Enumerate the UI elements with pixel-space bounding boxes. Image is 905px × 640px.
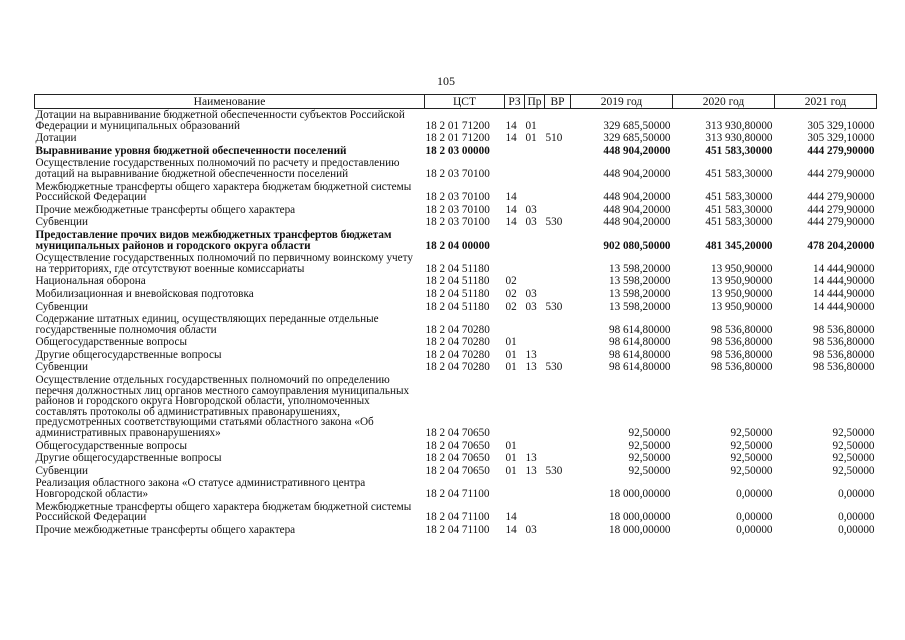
- cell-2019: 448 904,20000: [603, 216, 671, 229]
- table-row: [35, 301, 877, 314]
- table-row: [35, 452, 877, 465]
- cell-rz: 14: [505, 523, 517, 536]
- header-pr: Пр: [525, 95, 545, 109]
- cell-2019: 329 685,50000: [603, 132, 671, 145]
- cell-vr: [545, 313, 571, 336]
- table-row: [35, 501, 877, 524]
- cell-2020: 98 536,80000: [710, 336, 773, 349]
- header-2020: 2020 год: [673, 95, 775, 109]
- table-row: [35, 524, 877, 537]
- cell-pr: [525, 145, 545, 158]
- cell-rz: [505, 145, 525, 158]
- cell-2021: 478 204,20000: [807, 239, 875, 252]
- cell-2019: 92,50000: [628, 452, 671, 465]
- cell-vr: [545, 524, 571, 537]
- header-2021: 2021 год: [775, 95, 877, 109]
- cell-pr: 03: [525, 287, 537, 300]
- cell-2021: 14 444,90000: [812, 287, 875, 300]
- table-row: [35, 275, 877, 288]
- cell-2019: 448 904,20000: [603, 167, 671, 180]
- cell-cst: 18 2 03 70100: [425, 203, 490, 216]
- cell-2020: 451 583,30000: [705, 216, 773, 229]
- cell-rz: [505, 477, 525, 500]
- cell-pr: [525, 157, 545, 180]
- cell-vr: [545, 349, 571, 362]
- header-vr: ВР: [545, 95, 571, 109]
- cell-2020: 313 930,80000: [705, 132, 773, 145]
- cell-vr: [545, 275, 571, 288]
- cell-2019: 13 598,20000: [608, 300, 671, 313]
- cell-2019: 98 614,80000: [608, 348, 671, 361]
- cell-2019: 18 000,00000: [608, 511, 671, 524]
- cell-2021: 444 279,90000: [807, 167, 875, 180]
- cell-2021: 92,50000: [832, 427, 875, 440]
- table-row: [35, 288, 877, 301]
- cell-name: Осуществление государственных полномочий по расчету и предоставлению дотаций на выравнивание бюджетной обеспеченности поселений: [35, 157, 400, 180]
- cell-pr: 03: [525, 203, 537, 216]
- cell-name: Содержание штатных единиц, осуществляющих переданные отдельные государственные полномочия области: [35, 313, 379, 336]
- header-rz: РЗ: [505, 95, 525, 109]
- cell-cst: 18 2 04 71100: [425, 488, 490, 500]
- cell-name: Субвенции: [35, 361, 88, 374]
- cell-pr: 13: [525, 464, 537, 477]
- cell-vr: [545, 252, 571, 275]
- cell-pr: [525, 440, 545, 453]
- table-row: [35, 465, 877, 478]
- cell-cst: 18 2 01 71200: [425, 132, 490, 145]
- table-row: [35, 361, 877, 374]
- cell-name: Дотации на выравнивание бюджетной обеспеченности субъектов Российской Федерации и муниципальных образований: [35, 109, 405, 132]
- cell-2019: 98 614,80000: [608, 323, 671, 336]
- cell-2019: 92,50000: [628, 464, 671, 477]
- cell-2020: 451 583,30000: [705, 191, 773, 204]
- cell-pr: 03: [525, 216, 537, 229]
- table-header-row: [35, 95, 877, 109]
- cell-name: Общегосударственные вопросы: [35, 439, 188, 452]
- cell-cst: 18 2 03 70100: [425, 216, 490, 229]
- cell-cst: 18 2 04 70650: [425, 427, 490, 440]
- cell-rz: 02: [505, 275, 517, 288]
- cell-cst: 18 2 04 70280: [425, 361, 490, 374]
- cell-2020: 92,50000: [730, 427, 773, 440]
- cell-2021: 92,50000: [832, 464, 875, 477]
- cell-rz: 01: [505, 439, 517, 452]
- cell-2020: 92,50000: [730, 464, 773, 477]
- cell-2021: 98 536,80000: [812, 348, 875, 361]
- table-row: [35, 252, 877, 275]
- table-row: [35, 374, 877, 440]
- cell-cst: 18 2 04 51180: [425, 262, 490, 275]
- header-name: Наименование: [35, 95, 425, 109]
- cell-cst: 18 2 04 70650: [425, 464, 490, 477]
- cell-vr: [545, 440, 571, 453]
- table-row: [35, 132, 877, 145]
- cell-rz: 14: [505, 132, 517, 145]
- table-row: [35, 109, 877, 133]
- cell-rz: [505, 374, 525, 440]
- cell-pr: 13: [525, 452, 537, 465]
- cell-name: Осуществление государственных полномочий по первичному воинскому учету на территориях, где отсутствуют военные комиссариаты: [35, 252, 413, 275]
- cell-name: Мобилизационная и вневойсковая подготовка: [35, 287, 254, 300]
- cell-pr: 01: [525, 119, 537, 132]
- cell-2021: 92,50000: [832, 452, 875, 465]
- cell-vr: [545, 477, 571, 500]
- cell-2021: 14 444,90000: [812, 262, 875, 275]
- cell-rz: 14: [505, 119, 517, 132]
- table-row: [35, 349, 877, 362]
- cell-2021: 0,00000: [838, 523, 875, 536]
- cell-2021: 98 536,80000: [812, 336, 875, 349]
- cell-vr: 530: [545, 464, 563, 477]
- cell-pr: [525, 374, 545, 440]
- cell-name: Субвенции: [35, 464, 88, 477]
- cell-name: Другие общегосударственные вопросы: [35, 348, 222, 361]
- cell-name: Прочие межбюджетные трансферты общего характера: [35, 523, 296, 536]
- cell-cst: 18 2 01 71200: [425, 119, 490, 132]
- cell-rz: [505, 229, 525, 252]
- cell-cst: 18 2 04 00000: [425, 239, 490, 252]
- cell-2020: 481 345,20000: [705, 239, 773, 252]
- cell-name: Национальная оборона: [35, 275, 146, 288]
- cell-2019: 18 000,00000: [608, 523, 671, 536]
- cell-name: Субвенции: [35, 216, 88, 229]
- cell-vr: [545, 109, 571, 133]
- cell-2019: 13 598,20000: [608, 275, 671, 288]
- cell-2019: 448 904,20000: [603, 144, 671, 157]
- table-body: [35, 109, 877, 537]
- cell-cst: 18 2 04 71100: [425, 523, 490, 536]
- cell-2020: 313 930,80000: [705, 119, 773, 132]
- cell-pr: [525, 181, 545, 204]
- cell-rz: [505, 157, 525, 180]
- cell-rz: 01: [505, 452, 517, 465]
- cell-2019: 902 080,50000: [603, 239, 671, 252]
- cell-pr: 03: [525, 523, 537, 536]
- cell-2020: 13 950,90000: [710, 262, 773, 275]
- cell-pr: [525, 336, 545, 349]
- cell-2021: 444 279,90000: [807, 203, 875, 216]
- cell-name: Предоставление прочих видов межбюджетных трансфертов бюджетам муниципальных районов и городского округа области: [35, 228, 392, 252]
- page-number: 105: [437, 74, 455, 88]
- table-row: [35, 204, 877, 217]
- cell-2021: 0,00000: [838, 511, 875, 524]
- cell-cst: 18 2 04 51180: [425, 300, 490, 313]
- cell-cst: 18 2 04 51180: [425, 275, 490, 288]
- cell-2020: 451 583,30000: [705, 167, 773, 180]
- cell-2020: 13 950,90000: [710, 300, 773, 313]
- cell-2021: 305 329,10000: [807, 132, 875, 145]
- cell-2020: 451 583,30000: [705, 144, 773, 157]
- cell-2021: 444 279,90000: [807, 191, 875, 204]
- cell-2019: 98 614,80000: [608, 336, 671, 349]
- cell-cst: 18 2 04 70280: [425, 323, 490, 336]
- cell-2020: 92,50000: [730, 452, 773, 465]
- cell-pr: [525, 477, 545, 500]
- cell-cst: 18 2 04 70650: [425, 452, 490, 465]
- budget-table: [34, 94, 877, 536]
- table-row: [35, 313, 877, 336]
- cell-2021: 0,00000: [838, 488, 875, 500]
- cell-cst: 18 2 04 51180: [425, 287, 490, 300]
- cell-pr: 03: [525, 300, 537, 313]
- cell-vr: [545, 501, 571, 524]
- cell-rz: 01: [505, 348, 517, 361]
- cell-2020: 98 536,80000: [710, 361, 773, 374]
- cell-vr: [545, 229, 571, 252]
- cell-2020: 98 536,80000: [710, 323, 773, 336]
- cell-pr: 13: [525, 348, 537, 361]
- cell-name: Субвенции: [35, 300, 88, 313]
- cell-name: Осуществление отдельных государственных полномочий по определению перечня должностных лиц органов местного самоуправления муниципальных районов и городского округа Новгородской области, уполномоченных составлять протоколы об административных правонарушениях, предусмотренных соответствующими статьями областного закона «Об административных правонарушениях»: [35, 374, 410, 440]
- cell-cst: 18 2 03 70100: [425, 167, 490, 180]
- cell-2020: 0,00000: [736, 488, 773, 500]
- cell-cst: 18 2 04 71100: [425, 511, 490, 524]
- cell-pr: 01: [525, 132, 537, 145]
- cell-2020: 0,00000: [736, 511, 773, 524]
- table-row: [35, 229, 877, 252]
- cell-cst: 18 2 03 00000: [425, 144, 490, 157]
- cell-2020: 92,50000: [730, 439, 773, 452]
- cell-2021: 92,50000: [832, 439, 875, 452]
- table-row: [35, 336, 877, 349]
- cell-2019: 92,50000: [628, 439, 671, 452]
- cell-pr: 13: [525, 361, 537, 374]
- table-row: [35, 440, 877, 453]
- table-row: [35, 181, 877, 204]
- cell-vr: 510: [545, 132, 563, 145]
- cell-2019: 13 598,20000: [608, 287, 671, 300]
- cell-cst: 18 2 04 70280: [425, 336, 490, 349]
- cell-2020: 13 950,90000: [710, 275, 773, 288]
- cell-pr: [525, 229, 545, 252]
- cell-2020: 451 583,30000: [705, 203, 773, 216]
- cell-pr: [525, 501, 545, 524]
- table-row: [35, 145, 877, 158]
- cell-name: Реализация областного закона «О статусе административного центра Новгородской области»: [35, 477, 366, 500]
- cell-pr: [525, 252, 545, 275]
- cell-2021: 14 444,90000: [812, 300, 875, 313]
- cell-vr: 530: [545, 216, 563, 229]
- cell-name: Общегосударственные вопросы: [35, 336, 188, 349]
- cell-rz: 14: [505, 216, 517, 229]
- cell-vr: [545, 204, 571, 217]
- cell-vr: 530: [545, 361, 563, 374]
- cell-rz: 14: [505, 191, 517, 204]
- cell-vr: [545, 181, 571, 204]
- cell-2021: 444 279,90000: [807, 144, 875, 157]
- cell-vr: [545, 452, 571, 465]
- table-row: [35, 216, 877, 229]
- cell-2019: 98 614,80000: [608, 361, 671, 374]
- cell-2020: 13 950,90000: [710, 287, 773, 300]
- cell-name: Дотации: [35, 132, 77, 145]
- cell-rz: 01: [505, 361, 517, 374]
- cell-cst: 18 2 04 70650: [425, 439, 490, 452]
- cell-2020: 98 536,80000: [710, 348, 773, 361]
- cell-name: Межбюджетные трансферты общего характера бюджетам бюджетной системы Российской Федерации: [35, 500, 412, 524]
- cell-vr: [545, 374, 571, 440]
- cell-name: Прочие межбюджетные трансферты общего характера: [35, 203, 296, 216]
- cell-rz: 14: [505, 511, 517, 524]
- cell-vr: [545, 288, 571, 301]
- cell-2019: 448 904,20000: [603, 191, 671, 204]
- table-row: [35, 157, 877, 180]
- cell-name: Другие общегосударственные вопросы: [35, 452, 222, 465]
- cell-2021: 98 536,80000: [812, 361, 875, 374]
- cell-vr: [545, 157, 571, 180]
- cell-rz: 02: [505, 287, 517, 300]
- cell-vr: [545, 145, 571, 158]
- cell-pr: [525, 275, 545, 288]
- cell-2019: 329 685,50000: [603, 119, 671, 132]
- cell-rz: 14: [505, 203, 517, 216]
- cell-cst: 18 2 04 70280: [425, 348, 490, 361]
- cell-name: Межбюджетные трансферты общего характера бюджетам бюджетной системы Российской Федерации: [35, 180, 412, 204]
- cell-rz: 02: [505, 300, 517, 313]
- table-row: [35, 477, 877, 500]
- header-cst: ЦСТ: [425, 95, 505, 109]
- cell-2020: 0,00000: [736, 523, 773, 536]
- cell-2021: 444 279,90000: [807, 216, 875, 229]
- cell-pr: [525, 313, 545, 336]
- cell-rz: [505, 313, 525, 336]
- cell-rz: [505, 252, 525, 275]
- cell-2019: 448 904,20000: [603, 203, 671, 216]
- cell-2019: 13 598,20000: [608, 262, 671, 275]
- cell-vr: [545, 336, 571, 349]
- header-2019: 2019 год: [571, 95, 673, 109]
- cell-2021: 98 536,80000: [812, 323, 875, 336]
- cell-2021: 14 444,90000: [812, 275, 875, 288]
- cell-2019: 18 000,00000: [608, 488, 671, 500]
- cell-2019: 92,50000: [628, 427, 671, 440]
- cell-rz: 01: [505, 464, 517, 477]
- cell-vr: 530: [545, 300, 563, 313]
- cell-2021: 305 329,10000: [807, 119, 875, 132]
- cell-name: Выравнивание уровня бюджетной обеспеченности поселений: [35, 144, 347, 157]
- cell-rz: 01: [505, 336, 517, 349]
- cell-cst: 18 2 03 70100: [425, 191, 490, 204]
